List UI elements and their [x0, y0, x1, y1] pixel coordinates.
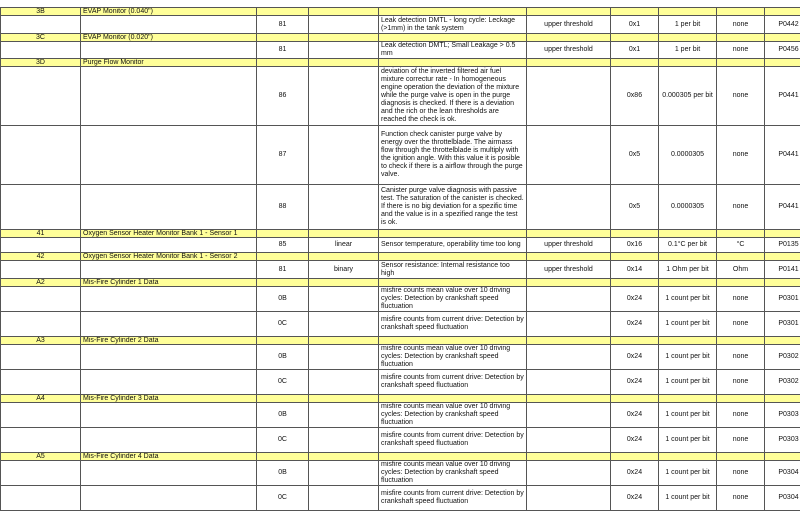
dtc-cell: P0304: [765, 486, 800, 511]
empty-cell: [1, 126, 81, 185]
dtc-cell: P0304: [765, 461, 800, 486]
empty-cell: [527, 34, 611, 42]
obd-monitor-table: [0, 7, 800, 511]
empty-cell: [309, 8, 379, 16]
empty-cell: [611, 337, 659, 345]
section-id: A3: [1, 337, 81, 345]
empty-cell: [765, 337, 800, 345]
description-cell: misfire counts from current drive: Detection by crankshaft speed fluctuation: [379, 312, 527, 337]
type-cell: [309, 185, 379, 230]
type-cell: binary: [309, 261, 379, 279]
empty-cell: [611, 279, 659, 287]
empty-cell: [81, 238, 257, 253]
table-row: [1, 461, 800, 486]
scaling-cell: 1 per bit: [659, 16, 717, 34]
unit-cell: none: [717, 345, 765, 370]
mask-cell: 0x24: [611, 370, 659, 395]
section-id: A2: [1, 279, 81, 287]
dtc-cell: P0442: [765, 16, 800, 34]
empty-cell: [81, 370, 257, 395]
empty-cell: [81, 345, 257, 370]
description-cell: misfire counts mean value over 10 driving cycles: Detection by crankshaft speed fluctuation: [379, 287, 527, 312]
empty-cell: [257, 395, 309, 403]
mask-cell: 0x24: [611, 461, 659, 486]
empty-cell: [81, 185, 257, 230]
section-header-row: [1, 453, 800, 461]
section-id: A4: [1, 395, 81, 403]
mask-cell: 0x5: [611, 126, 659, 185]
section-title: Purge Flow Monitor: [81, 59, 257, 67]
empty-cell: [81, 312, 257, 337]
type-cell: [309, 287, 379, 312]
empty-cell: [1, 345, 81, 370]
section-header-row: [1, 59, 800, 67]
empty-cell: [659, 395, 717, 403]
limit-type-cell: [527, 370, 611, 395]
empty-cell: [527, 59, 611, 67]
type-cell: [309, 67, 379, 126]
empty-cell: [611, 395, 659, 403]
empty-cell: [309, 230, 379, 238]
empty-cell: [611, 453, 659, 461]
table-body: [1, 8, 800, 511]
empty-cell: [659, 337, 717, 345]
type-cell: [309, 345, 379, 370]
unit-cell: °C: [717, 238, 765, 253]
table-row: [1, 126, 800, 185]
empty-cell: [81, 287, 257, 312]
mask-cell: 0x1: [611, 16, 659, 34]
scaling-cell: 0.000305 per bit: [659, 67, 717, 126]
empty-cell: [659, 453, 717, 461]
empty-cell: [765, 453, 800, 461]
empty-cell: [1, 185, 81, 230]
type-cell: [309, 126, 379, 185]
description-cell: deviation of the inverted filtered air fuel mixture correctur rate - In homogeneous engine operation the deviation of the mixture while the purge valve is open in the purge diagnosis is checked. If there is a deviation and the rich or the lean thresholds are reached the check is ok.: [379, 67, 527, 126]
test-id-cell: 86: [257, 67, 309, 126]
limit-type-cell: [527, 312, 611, 337]
empty-cell: [379, 59, 527, 67]
empty-cell: [81, 16, 257, 34]
unit-cell: none: [717, 428, 765, 453]
empty-cell: [81, 403, 257, 428]
empty-cell: [717, 337, 765, 345]
empty-cell: [81, 486, 257, 511]
type-cell: [309, 42, 379, 59]
type-cell: [309, 428, 379, 453]
description-cell: misfire counts from current drive: Detection by crankshaft speed fluctuation: [379, 428, 527, 453]
empty-cell: [527, 253, 611, 261]
section-header-row: [1, 337, 800, 345]
unit-cell: none: [717, 403, 765, 428]
mask-cell: 0x1: [611, 42, 659, 59]
empty-cell: [257, 59, 309, 67]
mask-cell: 0x24: [611, 486, 659, 511]
unit-cell: none: [717, 370, 765, 395]
scaling-cell: 1 count per bit: [659, 403, 717, 428]
limit-type-cell: [527, 126, 611, 185]
section-header-row: [1, 230, 800, 238]
empty-cell: [257, 8, 309, 16]
empty-cell: [81, 67, 257, 126]
scaling-cell: 0.0000305: [659, 185, 717, 230]
empty-cell: [257, 453, 309, 461]
section-title: Oxygen Sensor Heater Monitor Bank 1 - Sensor 1: [81, 230, 257, 238]
empty-cell: [527, 8, 611, 16]
empty-cell: [257, 337, 309, 345]
mask-cell: 0x24: [611, 345, 659, 370]
empty-cell: [81, 42, 257, 59]
limit-type-cell: [527, 428, 611, 453]
empty-cell: [309, 337, 379, 345]
description-cell: Leak detection DMTL; Small Leakage > 0.5 mm: [379, 42, 527, 59]
empty-cell: [1, 42, 81, 59]
mask-cell: 0x24: [611, 287, 659, 312]
mask-cell: 0x5: [611, 185, 659, 230]
empty-cell: [379, 253, 527, 261]
empty-cell: [611, 34, 659, 42]
section-header-row: [1, 279, 800, 287]
unit-cell: none: [717, 486, 765, 511]
dtc-cell: P0302: [765, 370, 800, 395]
empty-cell: [717, 8, 765, 16]
scaling-cell: 1 count per bit: [659, 312, 717, 337]
section-header-row: [1, 253, 800, 261]
empty-cell: [659, 59, 717, 67]
empty-cell: [611, 59, 659, 67]
unit-cell: none: [717, 126, 765, 185]
table-row: [1, 287, 800, 312]
empty-cell: [765, 8, 800, 16]
empty-cell: [717, 279, 765, 287]
empty-cell: [765, 253, 800, 261]
empty-cell: [309, 453, 379, 461]
dtc-cell: P0303: [765, 428, 800, 453]
empty-cell: [379, 8, 527, 16]
empty-cell: [659, 34, 717, 42]
description-cell: Function check canister purge valve by energy over the throttelblade. The airmass flow through the throttelblade is multiply with the ignition angle. With this value it is posible to check if there is a airflow through the purge valve.: [379, 126, 527, 185]
dtc-cell: P0141: [765, 261, 800, 279]
empty-cell: [611, 230, 659, 238]
section-header-row: [1, 395, 800, 403]
test-id-cell: 87: [257, 126, 309, 185]
empty-cell: [309, 34, 379, 42]
unit-cell: none: [717, 287, 765, 312]
empty-cell: [717, 395, 765, 403]
empty-cell: [1, 370, 81, 395]
description-cell: misfire counts mean value over 10 driving cycles: Detection by crankshaft speed fluctuation: [379, 345, 527, 370]
table-row: [1, 238, 800, 253]
scaling-cell: 1 count per bit: [659, 486, 717, 511]
empty-cell: [81, 461, 257, 486]
limit-type-cell: [527, 345, 611, 370]
empty-cell: [1, 238, 81, 253]
section-id: 42: [1, 253, 81, 261]
empty-cell: [1, 67, 81, 126]
empty-cell: [717, 453, 765, 461]
table-row: [1, 185, 800, 230]
table-row: [1, 428, 800, 453]
limit-type-cell: [527, 486, 611, 511]
empty-cell: [527, 230, 611, 238]
type-cell: [309, 461, 379, 486]
mask-cell: 0x14: [611, 261, 659, 279]
empty-cell: [659, 279, 717, 287]
description-cell: misfire counts from current drive: Detection by crankshaft speed fluctuation: [379, 486, 527, 511]
description-cell: misfire counts from current drive: Detection by crankshaft speed fluctuation: [379, 370, 527, 395]
empty-cell: [717, 230, 765, 238]
test-id-cell: 0C: [257, 428, 309, 453]
empty-cell: [1, 486, 81, 511]
description-cell: Leak detection DMTL - long cycle: Leckage (>1mm) in the tank system: [379, 16, 527, 34]
section-title: EVAP Monitor (0.040"): [81, 8, 257, 16]
empty-cell: [81, 261, 257, 279]
empty-cell: [1, 461, 81, 486]
empty-cell: [765, 34, 800, 42]
test-id-cell: 0B: [257, 403, 309, 428]
table-row: [1, 370, 800, 395]
empty-cell: [309, 279, 379, 287]
empty-cell: [379, 230, 527, 238]
type-cell: linear: [309, 238, 379, 253]
table-row: [1, 345, 800, 370]
empty-cell: [717, 59, 765, 67]
dtc-cell: P0303: [765, 403, 800, 428]
scaling-cell: 1 per bit: [659, 42, 717, 59]
empty-cell: [717, 34, 765, 42]
table-row: [1, 403, 800, 428]
limit-type-cell: upper threshold: [527, 42, 611, 59]
empty-cell: [81, 126, 257, 185]
table-row: [1, 67, 800, 126]
mask-cell: 0x24: [611, 428, 659, 453]
empty-cell: [309, 253, 379, 261]
scaling-cell: 1 count per bit: [659, 461, 717, 486]
dtc-cell: P0441: [765, 185, 800, 230]
test-id-cell: 0C: [257, 486, 309, 511]
limit-type-cell: [527, 185, 611, 230]
empty-cell: [379, 337, 527, 345]
description-cell: misfire counts mean value over 10 driving cycles: Detection by crankshaft speed fluctuation: [379, 403, 527, 428]
description-cell: misfire counts mean value over 10 driving cycles: Detection by crankshaft speed fluctuation: [379, 461, 527, 486]
empty-cell: [659, 8, 717, 16]
test-id-cell: 81: [257, 42, 309, 59]
description-cell: Sensor temperature, operability time too long: [379, 238, 527, 253]
test-id-cell: 0C: [257, 370, 309, 395]
empty-cell: [1, 287, 81, 312]
test-id-cell: 81: [257, 261, 309, 279]
empty-cell: [379, 395, 527, 403]
type-cell: [309, 370, 379, 395]
test-id-cell: 88: [257, 185, 309, 230]
empty-cell: [309, 395, 379, 403]
empty-cell: [765, 59, 800, 67]
section-header-row: [1, 8, 800, 16]
empty-cell: [1, 16, 81, 34]
test-id-cell: 81: [257, 16, 309, 34]
empty-cell: [611, 8, 659, 16]
unit-cell: none: [717, 461, 765, 486]
empty-cell: [527, 395, 611, 403]
empty-cell: [659, 253, 717, 261]
empty-cell: [379, 279, 527, 287]
empty-cell: [257, 230, 309, 238]
section-id: 41: [1, 230, 81, 238]
limit-type-cell: [527, 403, 611, 428]
empty-cell: [1, 261, 81, 279]
section-id: 3D: [1, 59, 81, 67]
empty-cell: [1, 403, 81, 428]
dtc-cell: P0135: [765, 238, 800, 253]
table-row: [1, 42, 800, 59]
empty-cell: [717, 253, 765, 261]
type-cell: [309, 486, 379, 511]
limit-type-cell: upper threshold: [527, 261, 611, 279]
dtc-cell: P0441: [765, 67, 800, 126]
dtc-cell: P0301: [765, 287, 800, 312]
limit-type-cell: [527, 461, 611, 486]
test-id-cell: 0B: [257, 287, 309, 312]
empty-cell: [611, 253, 659, 261]
mask-cell: 0x16: [611, 238, 659, 253]
scaling-cell: 1 count per bit: [659, 428, 717, 453]
section-title: Mis-Fire Cylinder 4 Data: [81, 453, 257, 461]
scaling-cell: 1 Ohm per bit: [659, 261, 717, 279]
unit-cell: Ohm: [717, 261, 765, 279]
section-title: Mis-Fire Cylinder 1 Data: [81, 279, 257, 287]
empty-cell: [1, 312, 81, 337]
section-title: EVAP Monitor (0.020"): [81, 34, 257, 42]
type-cell: [309, 312, 379, 337]
table-row: [1, 486, 800, 511]
empty-cell: [527, 337, 611, 345]
empty-cell: [659, 230, 717, 238]
limit-type-cell: [527, 287, 611, 312]
empty-cell: [765, 230, 800, 238]
section-header-row: [1, 34, 800, 42]
dtc-cell: P0302: [765, 345, 800, 370]
unit-cell: none: [717, 312, 765, 337]
table-row: [1, 261, 800, 279]
empty-cell: [81, 428, 257, 453]
scaling-cell: 0.0000305: [659, 126, 717, 185]
type-cell: [309, 16, 379, 34]
empty-cell: [309, 59, 379, 67]
limit-type-cell: [527, 67, 611, 126]
mask-cell: 0x24: [611, 312, 659, 337]
dtc-cell: P0301: [765, 312, 800, 337]
empty-cell: [257, 253, 309, 261]
scaling-cell: 0.1°C per bit: [659, 238, 717, 253]
description-cell: Canister purge valve diagnosis with passive test. The saturation of the canister is checked. If there is no big deviation for a spezific time and the value is in a spezified range the test is ok.: [379, 185, 527, 230]
table-row: [1, 312, 800, 337]
unit-cell: none: [717, 16, 765, 34]
section-id: 3C: [1, 34, 81, 42]
type-cell: [309, 403, 379, 428]
empty-cell: [257, 279, 309, 287]
empty-cell: [379, 453, 527, 461]
unit-cell: none: [717, 42, 765, 59]
mask-cell: 0x86: [611, 67, 659, 126]
section-id: A5: [1, 453, 81, 461]
empty-cell: [527, 279, 611, 287]
empty-cell: [1, 428, 81, 453]
empty-cell: [527, 453, 611, 461]
empty-cell: [257, 34, 309, 42]
scaling-cell: 1 count per bit: [659, 287, 717, 312]
test-id-cell: 0B: [257, 345, 309, 370]
scaling-cell: 1 count per bit: [659, 370, 717, 395]
section-title: Oxygen Sensor Heater Monitor Bank 1 - Sensor 2: [81, 253, 257, 261]
section-id: 3B: [1, 8, 81, 16]
scaling-cell: 1 count per bit: [659, 345, 717, 370]
empty-cell: [765, 395, 800, 403]
unit-cell: none: [717, 67, 765, 126]
description-cell: Sensor resistance: Internal resistance too high: [379, 261, 527, 279]
limit-type-cell: upper threshold: [527, 16, 611, 34]
table-row: [1, 16, 800, 34]
test-id-cell: 85: [257, 238, 309, 253]
empty-cell: [379, 34, 527, 42]
mask-cell: 0x24: [611, 403, 659, 428]
section-title: Mis-Fire Cylinder 3 Data: [81, 395, 257, 403]
unit-cell: none: [717, 185, 765, 230]
test-id-cell: 0C: [257, 312, 309, 337]
empty-cell: [765, 279, 800, 287]
dtc-cell: P0456: [765, 42, 800, 59]
limit-type-cell: upper threshold: [527, 238, 611, 253]
dtc-cell: P0441: [765, 126, 800, 185]
test-id-cell: 0B: [257, 461, 309, 486]
section-title: Mis-Fire Cylinder 2 Data: [81, 337, 257, 345]
